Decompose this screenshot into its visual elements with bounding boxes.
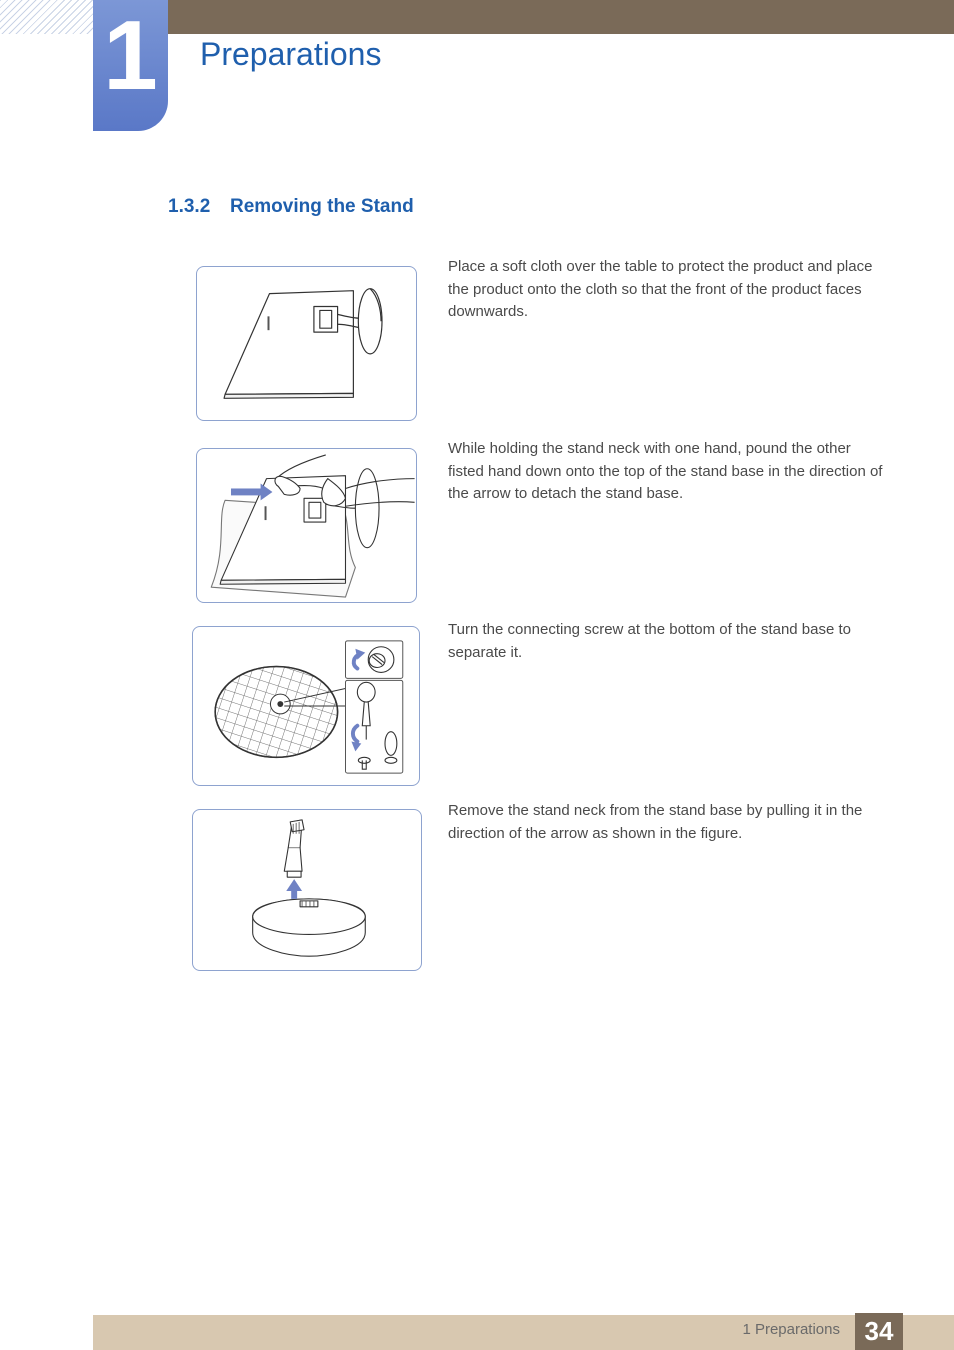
monitor-face-down-illustration (197, 267, 416, 420)
chapter-title: Preparations (200, 36, 382, 72)
pound-stand-base-illustration (197, 449, 416, 602)
step-4-text: Remove the stand neck from the stand base by pulling it in the direction of the arrow as shown in the figure. (448, 802, 863, 842)
up-arrow-icon (286, 879, 302, 899)
step-2-text: While holding the stand neck with one hand, pound the other fisted hand down onto the top of the stand base in the direction of the arrow to detach the stand base. (448, 440, 883, 502)
page-number: 34 (855, 1313, 903, 1350)
step-1-text: Place a soft cloth over the table to protect the product and place the product onto the cloth so that the front of the product faces downwards. (448, 258, 873, 320)
step-3-text: Turn the connecting screw at the bottom of the stand base to separate it. (448, 621, 852, 661)
section-title: Removing the Stand (230, 196, 414, 217)
step-1-illustration (196, 266, 417, 421)
section-number: 1.3.2 (168, 196, 211, 217)
step-3-illustration (192, 626, 420, 786)
step-4-illustration (192, 809, 422, 971)
header-bar (93, 0, 954, 34)
connecting-screw-illustration (193, 627, 419, 785)
footer-chapter-label: 1 Preparations (742, 1321, 840, 1338)
step-2-illustration (196, 448, 417, 603)
corner-hatch (0, 0, 93, 34)
logo-mark (268, 316, 270, 330)
remove-stand-neck-illustration (193, 810, 421, 970)
chapter-number: 1 (103, 0, 158, 110)
section-heading (168, 196, 414, 218)
